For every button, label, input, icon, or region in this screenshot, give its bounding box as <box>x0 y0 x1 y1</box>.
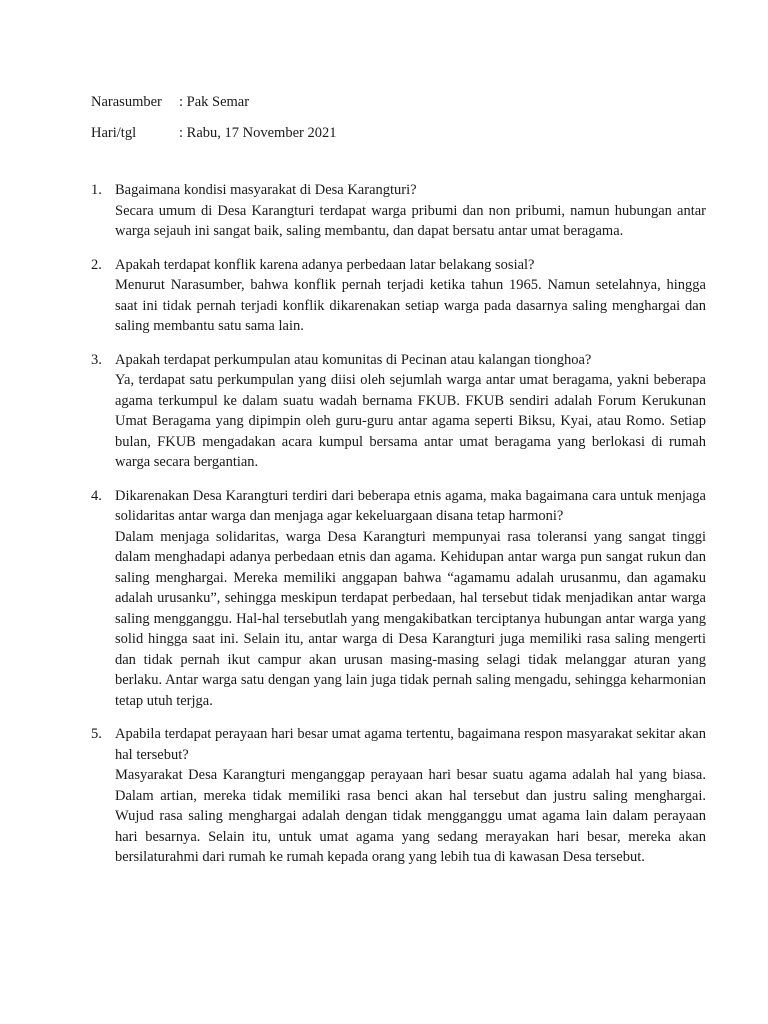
question-text: Apabila terdapat perayaan hari besar umat agama tertentu, bagaimana respon masyarakat sekitar akan hal tersebut? <box>115 726 706 763</box>
narasumber-row <box>91 92 691 112</box>
list-item <box>91 724 706 868</box>
date-label: Hari/tgl <box>91 125 137 141</box>
answer-text: Secara umum di Desa Karangturi terdapat warga pribumi dan non pribumi, namun hubungan antar warga sejauh ini sangat baik, saling membantu, dan dapat bersatu antar umat beragama. <box>115 202 706 239</box>
list-item <box>91 350 706 473</box>
item-number: 4. <box>91 487 102 504</box>
list-item <box>91 180 706 242</box>
narasumber-label: Narasumber <box>91 94 162 110</box>
item-number: 1. <box>91 182 102 198</box>
answer-text: Ya, terdapat satu perkumpulan yang diisi oleh sejumlah warga antar umat beragama, yakni beberapa agama terkumpul ke dalam suatu wadah bernama FKUB. FKUB sendiri adalah Forum Kerukunan Umat Beragama yang dipimpin oleh guru-guru antar agama seperti Biksu, Kyai, atau Romo. Setiap bulan, FKUB mengadakan acara kumpul bersama antar umat beragama yang berlokasi di rumah warga secara bergantian. <box>115 372 706 470</box>
date-value: : Rabu, 17 November 2021 <box>179 125 337 141</box>
question-text: Dikarenakan Desa Karangturi terdiri dari beberapa etnis agama, maka bagaimana cara untuk menjaga solidaritas antar warga dan menjaga agar kekeluargaan disana tetap harmoni? <box>115 487 706 524</box>
question-text: Apakah terdapat konflik karena adanya perbedaan latar belakang sosial? <box>115 256 535 273</box>
date-row <box>91 123 691 143</box>
question-text: Apakah terdapat perkumpulan atau komunitas di Pecinan atau kalangan tionghoa? <box>115 351 592 368</box>
list-item <box>91 255 706 337</box>
item-body <box>115 486 706 712</box>
question-text: Bagaimana kondisi masyarakat di Desa Karangturi? <box>115 182 417 198</box>
list-item <box>91 486 706 712</box>
answer-text: Dalam menjaga solidaritas, warga Desa Karangturi mempunyai rasa toleransi yang sangat tinggi dalam menghadapi adanya perbedaan etnis dan agama. Kehidupan antar warga pun sangat rukun dan saling menghargai. Mereka memiliki anggapan bahwa “agamamu adalah urusanmu, dan agamaku adalah urusanku”, sehingga meskipun terdapat perbedaan, hal tersebut tidak menjadikan antar warga saling mengganggu. Hal-hal tersebutlah yang mengakibatkan terciptanya hubungan antar warga yang solid hingga saat ini. Selain itu, antar warga di Desa Karangturi juga memiliki rasa saling mengerti dan tidak pernah ikut campur akan urusan masing-masing selagi tidak melanggar aturan yang berlaku. Antar warga satu dengan yang lain juga tidak pernah saling mengadu, sehingga keharmonian tetap utuh terjga. <box>115 528 706 709</box>
item-number: 3. <box>91 351 102 368</box>
narasumber-value: : Pak Semar <box>179 94 250 110</box>
answer-text: Masyarakat Desa Karangturi menganggap perayaan hari besar suatu agama adalah hal yang biasa. Dalam artian, mereka tidak memiliki rasa benci akan hal tersebut dan justru saling menghargai. Wujud rasa saling menghargai adalah dengan tidak mengganggu umat agama lain dalam perayaan hari besarnya. Selain itu, untuk umat agama yang sedang merayakan hari besar, mereka akan bersilaturahmi dari rumah ke rumah kepada orang yang lebih tua di kawasan Desa tersebut. <box>115 767 706 865</box>
item-body <box>115 350 706 473</box>
item-number: 2. <box>91 256 102 273</box>
item-number: 5. <box>91 726 102 742</box>
item-body <box>115 255 706 337</box>
interview-meta <box>91 92 691 154</box>
question-list <box>91 180 706 868</box>
item-body <box>115 724 706 868</box>
item-body <box>115 180 706 242</box>
answer-text: Menurut Narasumber, bahwa konflik pernah terjadi ketika tahun 1965. Namun setelahnya, hingga saat ini tidak pernah terjadi konflik dikarenakan setiap warga pada dasarnya saling menghargai dan saling membantu satu sama lain. <box>115 277 706 334</box>
